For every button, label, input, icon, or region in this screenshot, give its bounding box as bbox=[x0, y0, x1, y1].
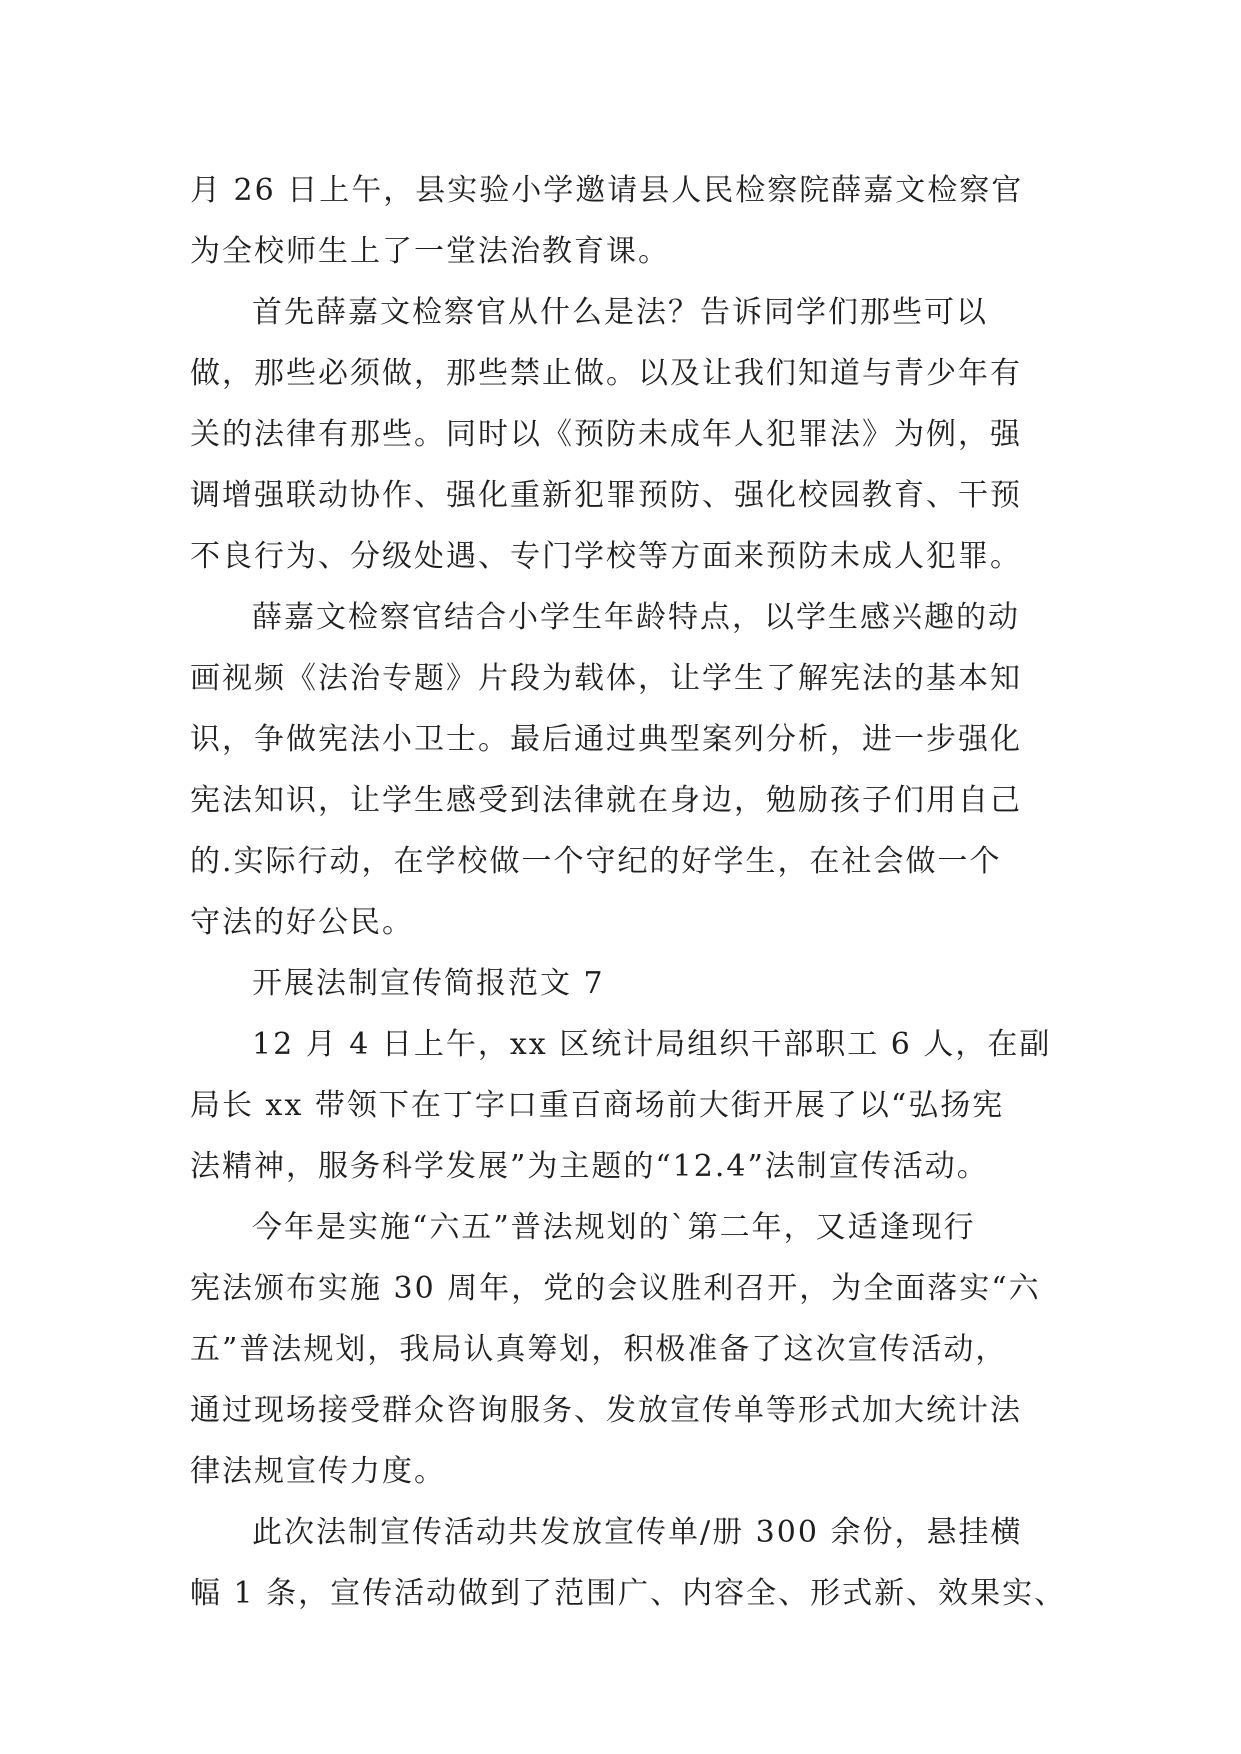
text-line: 法精神，服务科学发展”为主题的“12.4”法制宣传活动。 bbox=[190, 1149, 989, 1184]
text-line: 幅 1 条，宣传活动做到了范围广、内容全、形式新、效果实、 bbox=[190, 1576, 1067, 1611]
text-line: 调增强联动协作、强化重新犯罪预防、强化校园教育、干预 bbox=[190, 478, 1022, 513]
text-line: 律法规宣传力度。 bbox=[190, 1454, 446, 1489]
text-line: 为全校师生上了一堂法治教育课。 bbox=[190, 234, 670, 269]
section-heading: 开展法制宣传简报范文 7 bbox=[252, 966, 605, 1001]
text-line: 做，那些必须做，那些禁止做。以及让我们知道与青少年有 bbox=[190, 356, 1022, 391]
text-line: 薛嘉文检察官结合小学生年龄特点，以学生感兴趣的动 bbox=[252, 600, 1020, 635]
document-body bbox=[190, 160, 1067, 1624]
text-line: 不良行为、分级处遇、专门学校等方面来预防未成人犯罪。 bbox=[190, 539, 1022, 574]
text-line: 五”普法规划，我局认真筹划，积极准备了这次宣传活动， bbox=[190, 1332, 1008, 1367]
text-line: 今年是实施“六五”普法规划的`第二年，又适逢现行 bbox=[252, 1210, 976, 1245]
text-line: 宪法颁布实施 30 周年，党的会议胜利召开，为全面落实“六 bbox=[190, 1271, 1041, 1306]
text-line: 的.实际行动，在学校做一个守纪的好学生，在社会做一个 bbox=[190, 844, 1002, 879]
text-line: 关的法律有那些。同时以《预防未成年人犯罪法》为例，强 bbox=[190, 417, 1022, 452]
text-line: 宪法知识，让学生感受到法律就在身边，勉励孩子们用自己 bbox=[190, 783, 1022, 818]
text-line: 12 月 4 日上午，xx 区统计局组织干部职工 6 人，在副 bbox=[252, 1027, 1052, 1062]
text-line: 通过现场接受群众咨询服务、发放宣传单等形式加大统计法 bbox=[190, 1393, 1022, 1428]
text-line: 识，争做宪法小卫士。最后通过典型案列分析，进一步强化 bbox=[190, 722, 1022, 757]
text-line: 此次法制宣传活动共发放宣传单/册 300 余份，悬挂横 bbox=[252, 1515, 1023, 1550]
text-line: 守法的好公民。 bbox=[190, 905, 414, 940]
text-line: 画视频《法治专题》片段为载体，让学生了解宪法的基本知 bbox=[190, 661, 1022, 696]
text-line: 月 26 日上午，县实验小学邀请县人民检察院薛嘉文检察官 bbox=[190, 173, 1024, 208]
text-line: 局长 xx 带领下在丁字口重百商场前大街开展了以“弘扬宪 bbox=[190, 1088, 1005, 1123]
text-line: 首先薛嘉文检察官从什么是法？告诉同学们那些可以 bbox=[252, 295, 988, 330]
